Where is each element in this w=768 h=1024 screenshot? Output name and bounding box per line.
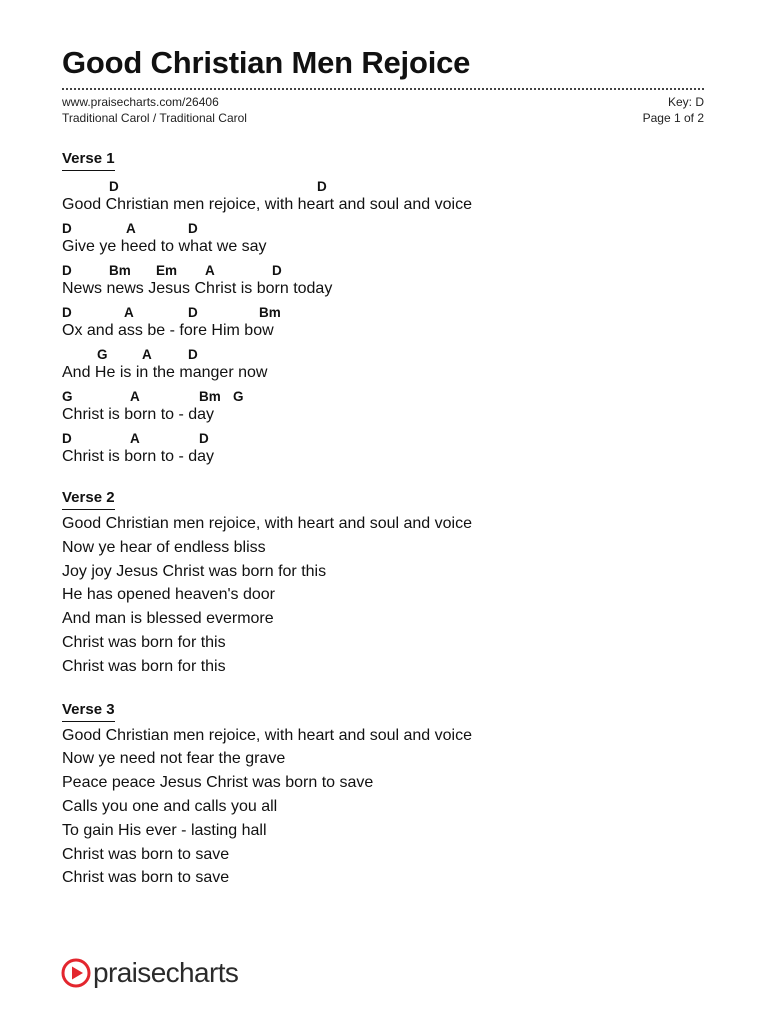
lyric-line: Joy joy Jesus Christ was born for this — [62, 562, 327, 580]
chord-row — [62, 389, 704, 405]
verse-1-title: Verse 1 — [62, 150, 115, 171]
verse-3-title: Verse 3 — [62, 701, 115, 722]
praisecharts-logo[interactable] — [61, 958, 238, 988]
chord: D — [199, 431, 209, 446]
song-key: Key: D — [667, 95, 704, 109]
dotted-divider — [62, 88, 704, 90]
lyric-line: Peace peace Jesus Christ was born to save — [62, 774, 374, 792]
chord-lyric-pair — [62, 263, 704, 299]
chord-row — [62, 431, 704, 447]
lyric-line: News news Jesus Christ is born today — [62, 280, 333, 297]
chord: A — [126, 221, 136, 236]
chord: D — [272, 263, 282, 278]
lyric-line: Christ was born for this — [62, 633, 226, 651]
song-meta — [62, 94, 704, 126]
chord: Bm — [109, 263, 131, 278]
chord: G — [233, 389, 244, 404]
lyric-line: Christ was born to save — [62, 869, 230, 887]
lyric-line: Christ was born to save — [62, 845, 230, 863]
chord: Bm — [259, 305, 281, 320]
chord-chart-page — [62, 44, 704, 890]
chord: A — [142, 347, 152, 362]
lyric-line: Ox and ass be - fore Him bow — [62, 322, 274, 339]
lyric-line: Now ye hear of endless bliss — [62, 538, 266, 556]
chord: A — [130, 389, 140, 404]
chord: A — [124, 305, 134, 320]
page-number: Page 1 of 2 — [642, 111, 704, 125]
lyric-line: And He is in the manger now — [62, 364, 268, 381]
verse-1 — [62, 150, 704, 467]
chord: D — [62, 221, 72, 236]
lyric-line: Christ was born for this — [62, 657, 226, 675]
chord-lyric-pair — [62, 305, 704, 341]
chord-lyric-pair — [62, 347, 704, 383]
chord: D — [317, 179, 327, 194]
lyric-line: Calls you one and calls you all — [62, 797, 278, 815]
chord: D — [188, 305, 198, 320]
lyric-line: Give ye heed to what we say — [62, 238, 267, 255]
verse-3 — [62, 701, 704, 891]
chord-lyric-pair — [62, 179, 704, 215]
lyric-line: Good Christian men rejoice, with heart and soul and voice — [62, 726, 472, 744]
chord: A — [205, 263, 215, 278]
chord: Em — [156, 263, 178, 278]
lyric-line: Good Christian men rejoice, with heart and soul and voice — [62, 196, 472, 213]
song-authors: Traditional Carol / Traditional Carol — [62, 111, 247, 125]
chord: D — [188, 221, 198, 236]
chord-row — [62, 263, 704, 279]
lyric-line: To gain His ever - lasting hall — [62, 821, 267, 839]
chord: G — [97, 347, 108, 362]
chord: Bm — [199, 389, 221, 404]
song-url: www.praisecharts.com/26406 — [62, 95, 219, 109]
lyric-line: Christ is born to - day — [62, 406, 215, 423]
chord-row — [62, 305, 704, 321]
verse-2 — [62, 489, 704, 679]
chord: D — [188, 347, 198, 362]
chord: D — [109, 179, 119, 194]
play-circle-icon — [61, 958, 91, 988]
chord-row — [62, 347, 704, 363]
chord-lyric-pair — [62, 431, 704, 467]
chord-row — [62, 221, 704, 237]
verse-2-title: Verse 2 — [62, 489, 115, 510]
chord: A — [130, 431, 140, 446]
chord-lyric-pair — [62, 389, 704, 425]
lyric-line: And man is blessed evermore — [62, 610, 274, 628]
song-title: Good Christian Men Rejoice — [62, 45, 471, 80]
logo-text: praisecharts — [93, 957, 239, 988]
chord: D — [62, 305, 72, 320]
chord: D — [62, 431, 72, 446]
lyric-line: Christ is born to - day — [62, 448, 215, 465]
chord: G — [62, 389, 73, 404]
lyric-line: Now ye need not fear the grave — [62, 750, 286, 768]
chord-lyric-pair — [62, 221, 704, 257]
lyric-line: Good Christian men rejoice, with heart and soul and voice — [62, 515, 472, 532]
chord-row — [62, 179, 704, 195]
lyric-line: He has opened heaven's door — [62, 586, 275, 604]
chord: D — [62, 263, 72, 278]
